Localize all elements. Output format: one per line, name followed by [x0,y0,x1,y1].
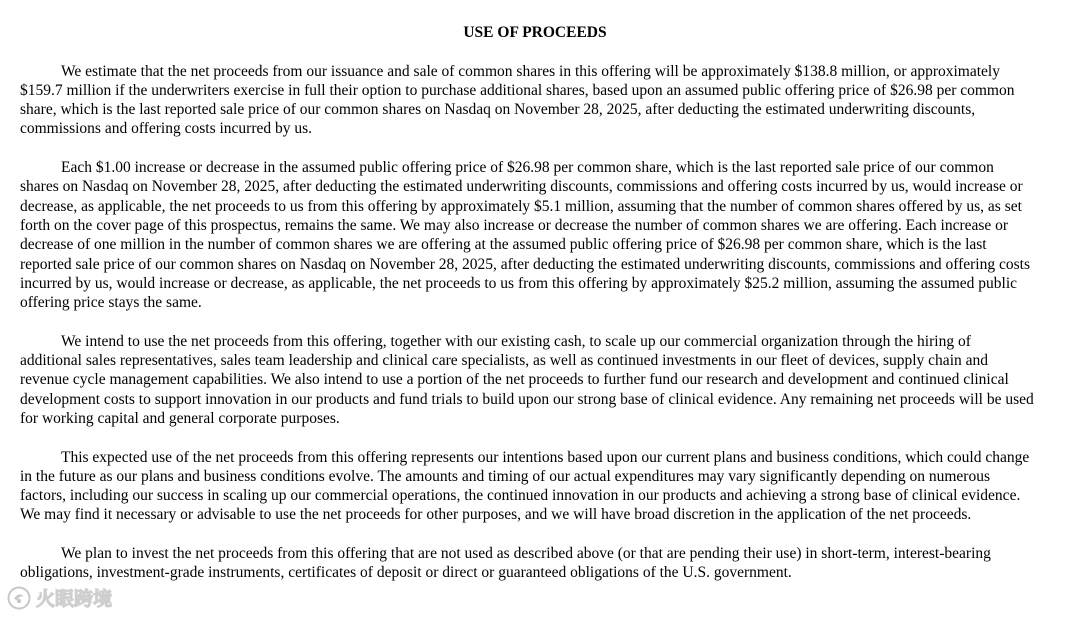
watermark-text [36,586,126,610]
paragraph-expected-use-caveat: This expected use of the net proceeds from this offering represents our intentions based upon our current plans and business conditions, which could change in the future as our plans and business conditions evolve. The amounts and timing of our actual expenditures may vary significantly depending on numerous factors, including our success in scaling up our commercial operations, the continued innovation in our products and achieving a strong base of clinical evidence. We may find it necessary or advisable to use the net proceeds for other purposes, and we will have broad discretion in the application of the net proceeds. [20,448,1030,524]
document-page [20,23,1036,583]
paragraph-investment-plan: We plan to invest the net proceeds from this offering that are not used as described above (or that are pending their use) in short-term, interest-bearing obligations, investment-grade instruments, certificates of deposit or direct or guaranteed obligations of the U.S. government. [20,545,991,582]
section-title: USE OF PROCEEDS [463,24,607,41]
paragraph-price-sensitivity: Each $1.00 increase or decrease in the assumed public offering price of $26.98 per common share, which is the last reported sale price of our common shares on Nasdaq on November 28, 2025, after deducting the estimated underwriting discounts, commissions and offering costs incurred by us, would increase or decrease, as applicable, the net proceeds to us from this offering by approximately $5.1 million, assuming that the number of common shares offered by us, as set forth on the cover page of this prospectus, remains the same. We may also increase or decrease the number of common shares we are offering. Each increase or decrease of one million in the number of common shares we are offering at the assumed public offering price of $26.98 per common share, which is the last reported sale price of our common shares on Nasdaq on November 28, 2025, after deducting the estimated underwriting discounts, commissions and offering costs incurred by us, would increase or decrease, as applicable, the net proceeds to us from this offering by approximately $25.2 million, assuming the assumed public offering price stays the same. [20,159,1030,312]
watermark [6,583,126,613]
svg-text:火眼跨境: 火眼跨境 [36,588,113,610]
paragraph-net-proceeds-estimate: We estimate that the net proceeds from our issuance and sale of common shares in this offering will be approximately $138.8 million, or approximately $159.7 million if the underwriters exercise in full their option to purchase additional shares, based upon an assumed public offering price of $26.98 per common share, which is the last reported sale price of our common shares on Nasdaq on November 28, 2025, after deducting the estimated underwriting discounts, commissions and offering costs incurred by us. [20,62,1015,138]
watermark-logo-icon [6,585,32,611]
paragraph-intended-use: We intend to use the net proceeds from this offering, together with our existing cash, to scale up our commercial organization through the hiring of additional sales representatives, sales team leadership and clinical care specialists, as well as continued investments in our fleet of devices, supply chain and revenue cycle management capabilities. We also intend to use a portion of the net proceeds to further fund our research and development and continued clinical development costs to support innovation in our products and fund trials to build upon our strong base of clinical evidence. Any remaining net proceeds will be used for working capital and general corporate purposes. [20,332,1034,427]
